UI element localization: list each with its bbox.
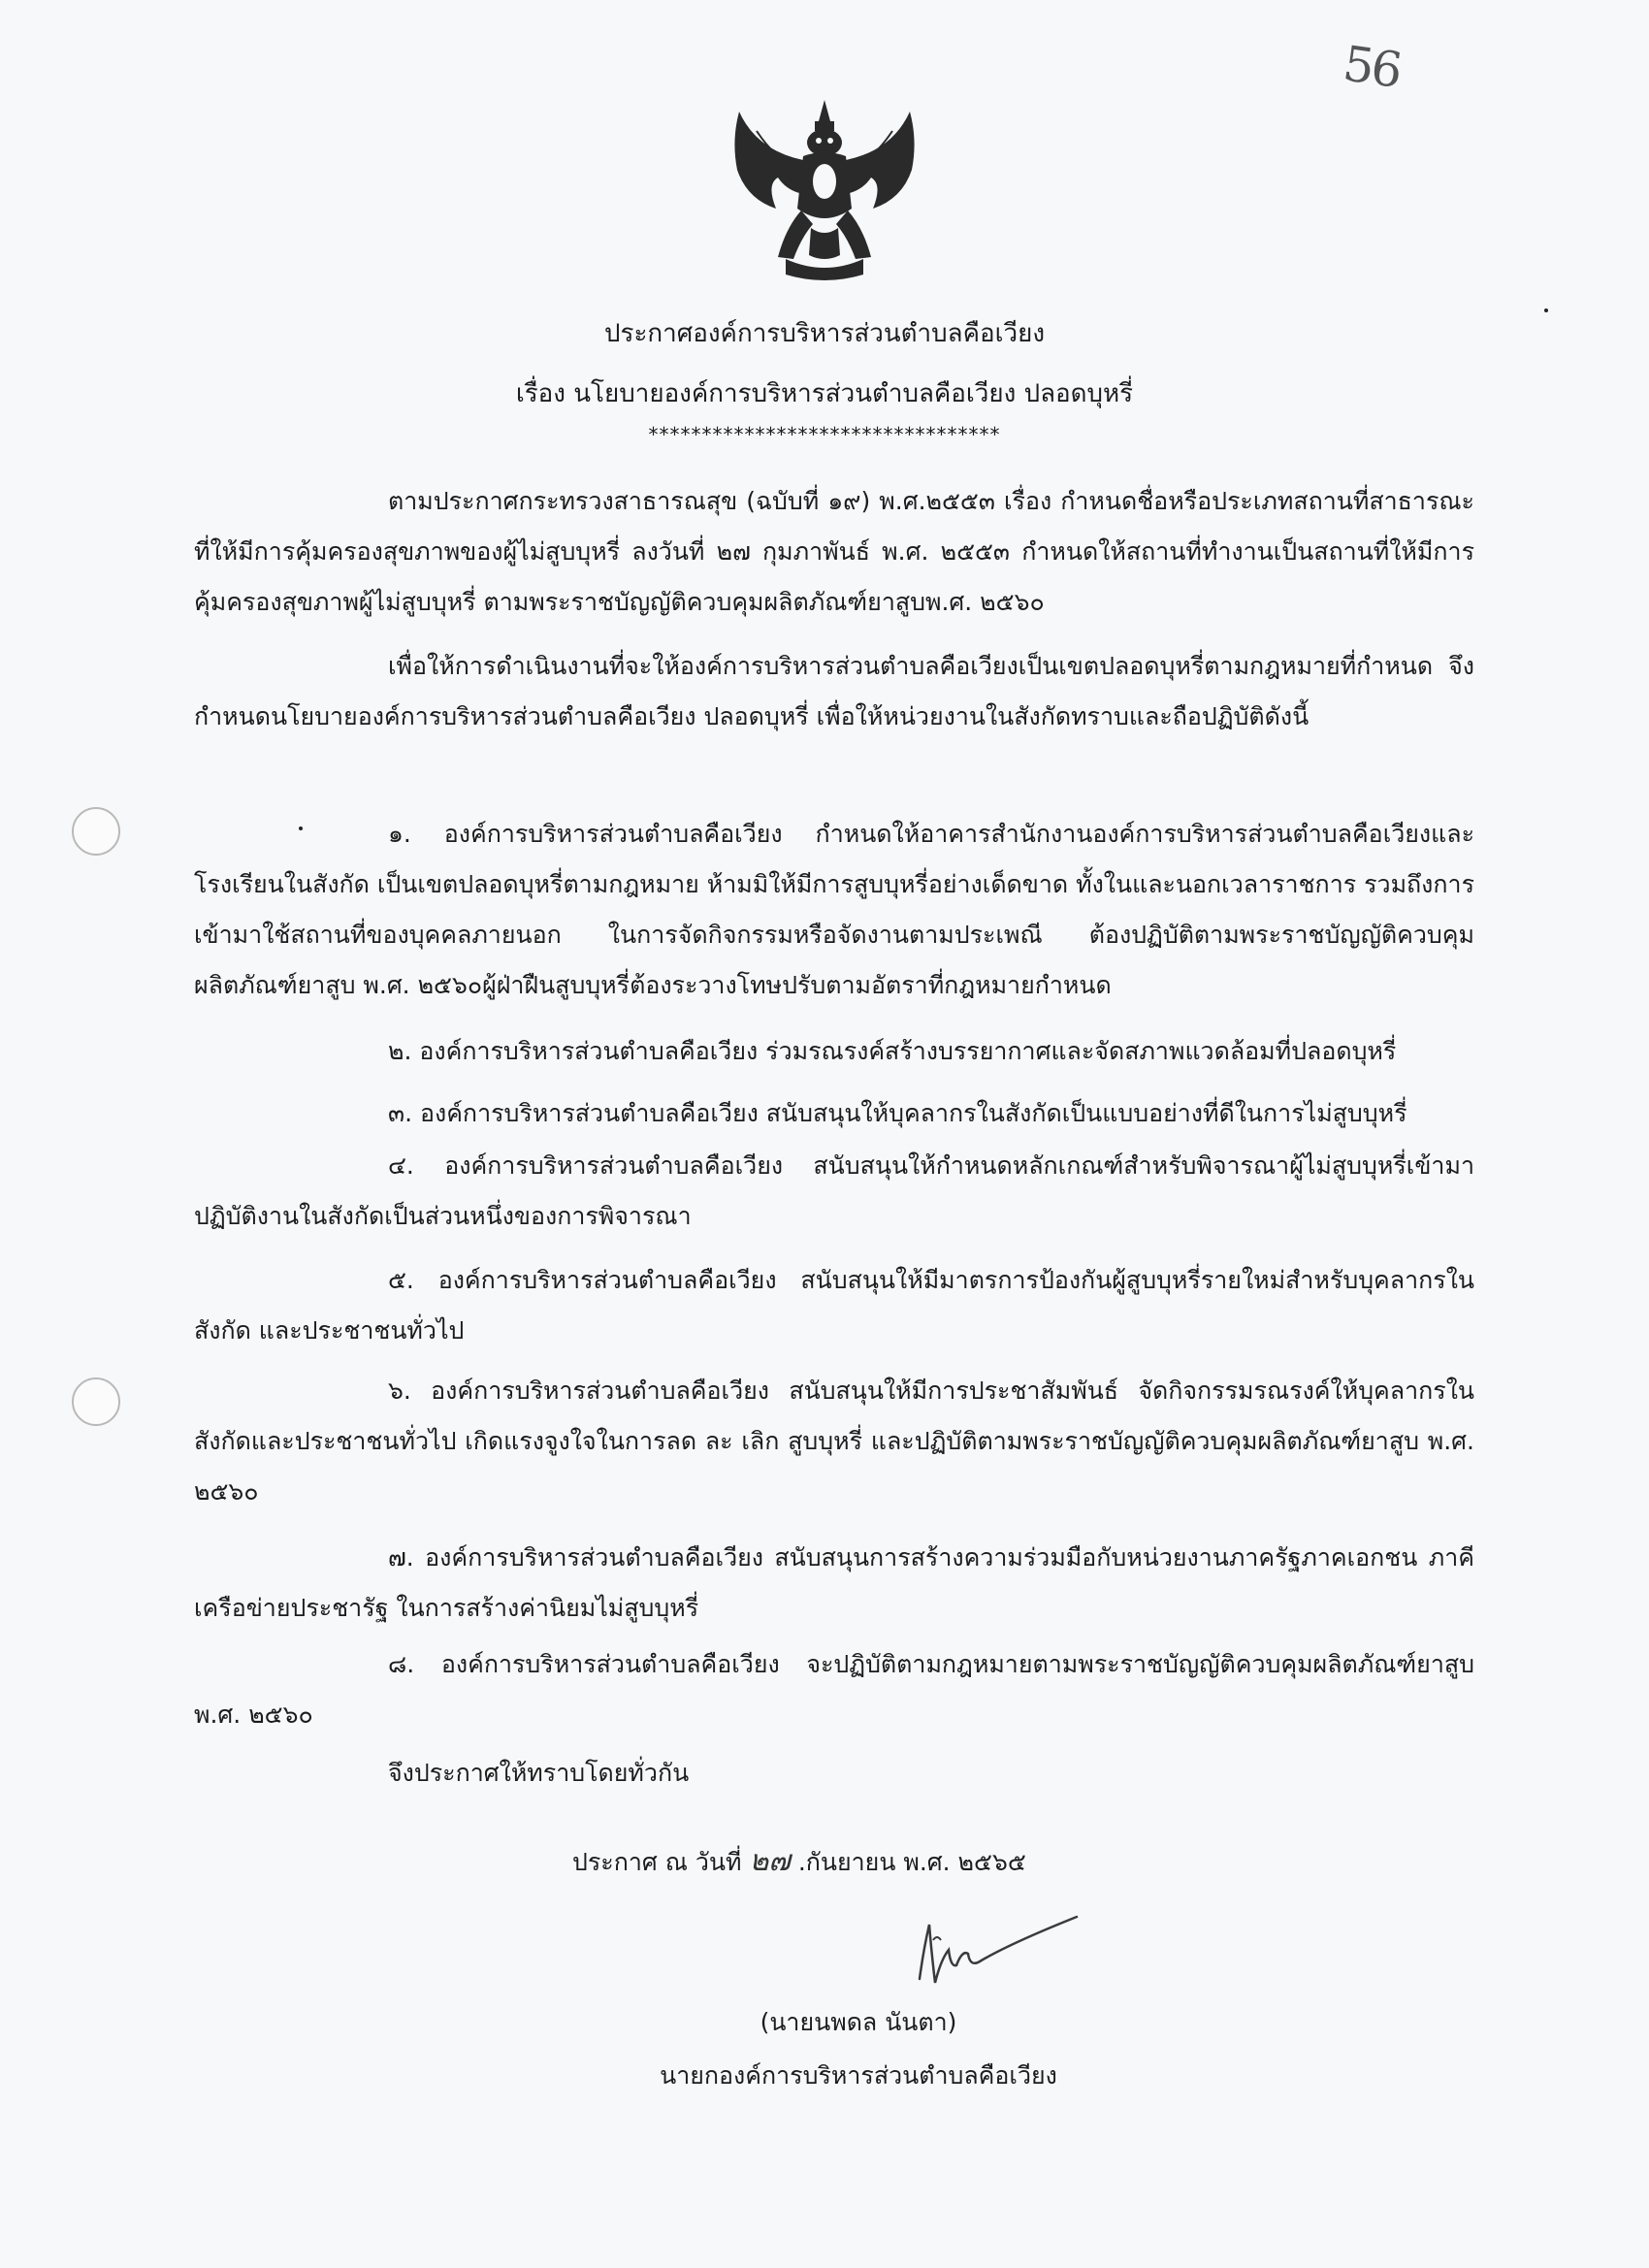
policy-item-2: ๒. องค์การบริหารส่วนตำบลคือเวียง ร่วมรณรงค์สร้างบรรยากาศและจัดสภาพแวดล้อมที่ปลอดบุหรี่ [388,1037,1397,1065]
paragraph-1: ตามประกาศกระทรวงสาธารณสุข (ฉบับที่ ๑๙) พ.ศ.๒๕๕๓ เรื่อง กำหนดชื่อหรือประเภทสถานที่สาธารณะที่ให้มีการคุ้มครองสุขภาพของผู้ไม่สูบบุหรี่ ลงวันที่ ๒๗ กุมภาพันธ์ พ.ศ. ๒๕๕๓ กำหนดให้สถานที่ทำงานเป็นสถานที่ให้มีการคุ้มครองสุขภาพผู้ไม่สูบบุหรี่ ตามพระราชบัญญัติควบคุมผลิตภัณฑ์ยาสูบพ.ศ. ๒๕๖๐ [194,487,1474,616]
punch-hole-bottom [72,1377,120,1426]
announcement-date [572,1838,1026,1884]
closing-statement: จึงประกาศให้ทราบโดยทั่วกัน [388,1759,690,1787]
signer-position: นายกองค์การบริหารส่วนตำบลคือเวียง [660,2061,1057,2090]
handwritten-page-number: 56 [1340,35,1404,99]
scan-speck [299,826,303,830]
policy-item-4: ๔. องค์การบริหารส่วนตำบลคือเวียง สนับสนุนให้กำหนดหลักเกณฑ์สำหรับพิจารณาผู้ไม่สูบบุหรี่เข้ามาปฏิบัติงานในสังกัดเป็นส่วนหนึ่งของการพิจารณา [194,1151,1474,1230]
policy-item-5: ๕. องค์การบริหารส่วนตำบลคือเวียง สนับสนุนให้มีมาตรการป้องกันผู้สูบบุหรี่รายใหม่สำหรับบุคลากรในสังกัด และประชาชนทั่วไป [194,1266,1474,1345]
separator-line: ********************************* [648,423,1001,446]
date-prefix: ประกาศ ณ วันที่ [572,1848,742,1876]
announcement-title: ประกาศองค์การบริหารส่วนตำบลคือเวียง [603,319,1046,348]
announcement-subject: เรื่อง นโยบายองค์การบริหารส่วนตำบลคือเวียง ปลอดบุหรี่ [515,379,1134,408]
policy-item-1: ๑. องค์การบริหารส่วนตำบลคือเวียง กำหนดให้อาคารสำนักงานองค์การบริหารส่วนตำบลคือเวียงและโรงเรียนในสังกัด เป็นเขตปลอดบุหรี่ตามกฎหมาย ห้ามมิให้มีการสูบบุหรี่อย่างเด็ดขาด ทั้งในและนอกเวลาราชการ รวมถึงการเข้ามาใช้สถานที่ของบุคคลภายนอก ในการจัดกิจกรรมหรือจัดงานตามประเพณี ต้องปฏิบัติตามพระราชบัญญัติควบคุมผลิตภัณฑ์ยาสูบ พ.ศ. ๒๕๖๐ผู้ฝ่าฝืนสูบบุหรี่ต้องระวางโทษปรับตามอัตราที่กฎหมายกำหนด [194,820,1474,999]
garuda-emblem-icon [718,92,931,286]
date-suffix: .กันยายน พ.ศ. ๒๕๖๕ [797,1848,1026,1876]
scan-speck [1544,308,1548,312]
policy-item-3: ๓. องค์การบริหารส่วนตำบลคือเวียง สนับสนุนให้บุคลากรในสังกัดเป็นแบบอย่างที่ดีในการไม่สูบบุหรี่ [388,1099,1407,1127]
paragraph-2: เพื่อให้การดำเนินงานที่จะให้องค์การบริหารส่วนตำบลคือเวียงเป็นเขตปลอดบุหรี่ตามกฎหมายที่กำหนด จึงกำหนดนโยบายองค์การบริหารส่วนตำบลคือเวียง ปลอดบุหรี่ เพื่อให้หน่วยงานในสังกัดทราบและถือปฏิบัติดังนี้ [194,652,1474,730]
policy-item-7: ๗. องค์การบริหารส่วนตำบลคือเวียง สนับสนุนการสร้างความร่วมมือกับหน่วยงานภาครัฐภาคเอกชน ภาคีเครือข่ายประชารัฐ ในการสร้างค่านิยมไม่สูบบุหรี่ [194,1543,1474,1622]
policy-item-6: ๖. องค์การบริหารส่วนตำบลคือเวียง สนับสนุนให้มีการประชาสัมพันธ์ จัดกิจกรรมรณรงค์ให้บุคลากรในสังกัดและประชาชนทั่วไป เกิดแรงจูงใจในการลด ละ เลิก สูบบุหรี่ และปฏิบัติตามพระราชบัญญัติควบคุมผลิตภัณฑ์ยาสูบ พ.ศ. ๒๕๖๐ [194,1377,1474,1506]
handwritten-day: ๒๗ [749,1844,791,1878]
signature-image [912,1911,1086,1989]
punch-hole-top [72,807,120,856]
policy-item-8: ๘. องค์การบริหารส่วนตำบลคือเวียง จะปฏิบัติตามกฎหมายตามพระราชบัญญัติควบคุมผลิตภัณฑ์ยาสูบ พ.ศ. ๒๕๖๐ [194,1650,1474,1729]
signer-name: (นายนพดล นันตา) [760,2008,957,2036]
